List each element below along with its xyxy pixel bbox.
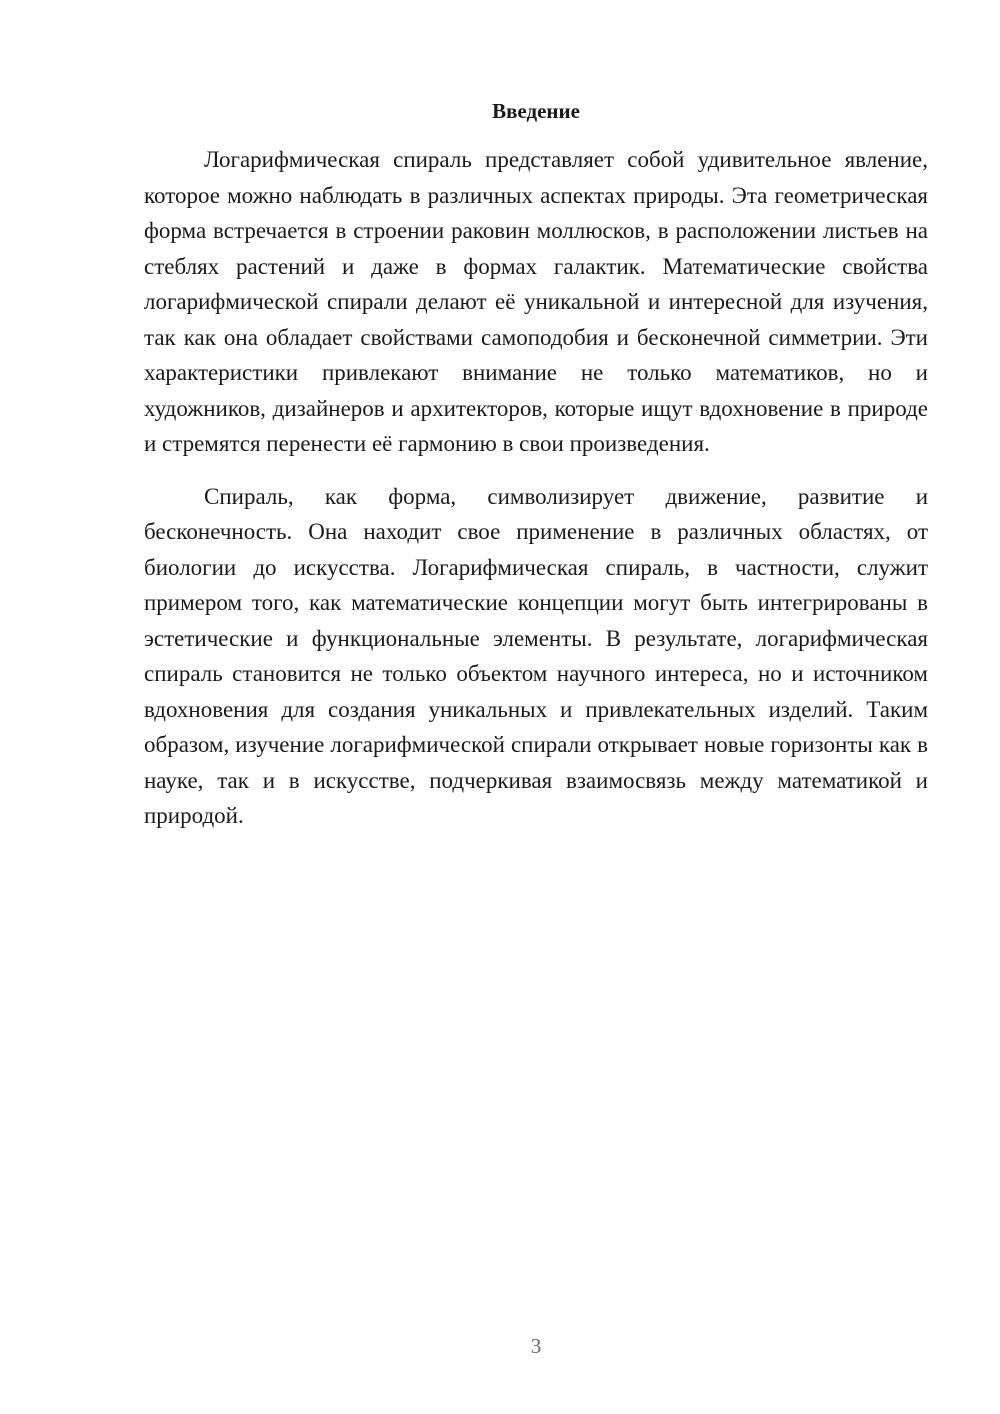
paragraph-2: Спираль, как форма, символизирует движение, развитие и бесконечность. Она находит свое применение в различных областях, от биологии до искусства. Логарифмическая спираль, в частности, служит примером того, как математические концепции могут быть интегрированы в эстетические и функциональные элементы. В результате, логарифмическая спираль становится не только объектом научного интереса, но и источником вдохновения для создания уникальных и привлекательных изделий. Таким образом, изучение логарифмической спирали открывает новые горизонты как в науке, так и в искусстве, подчеркивая взаимосвязь между математикой и природой.	[144, 483, 928, 828]
body-text	[144, 142, 928, 834]
section-title: Введение	[492, 99, 580, 123]
page-number: 3	[530, 1334, 542, 1358]
paragraph-1: Логарифмическая спираль представляет собой удивительное явление, которое можно наблюдать в различных аспектах природы. Эта геометрическая форма встречается в строении раковин моллюсков, в расположении листьев на стеблях растений и даже в формах галактик. Математические свойства логарифмической спирали делают её уникальной и интересной для изучения, так как она обладает свойствами самоподобия и бесконечной симметрии. Эти характеристики привлекают внимание не только математиков, но и художников, дизайнеров и архитекторов, которые ищут вдохновение в природе и стремятся перенести её гармонию в свои произведения.	[144, 147, 928, 456]
